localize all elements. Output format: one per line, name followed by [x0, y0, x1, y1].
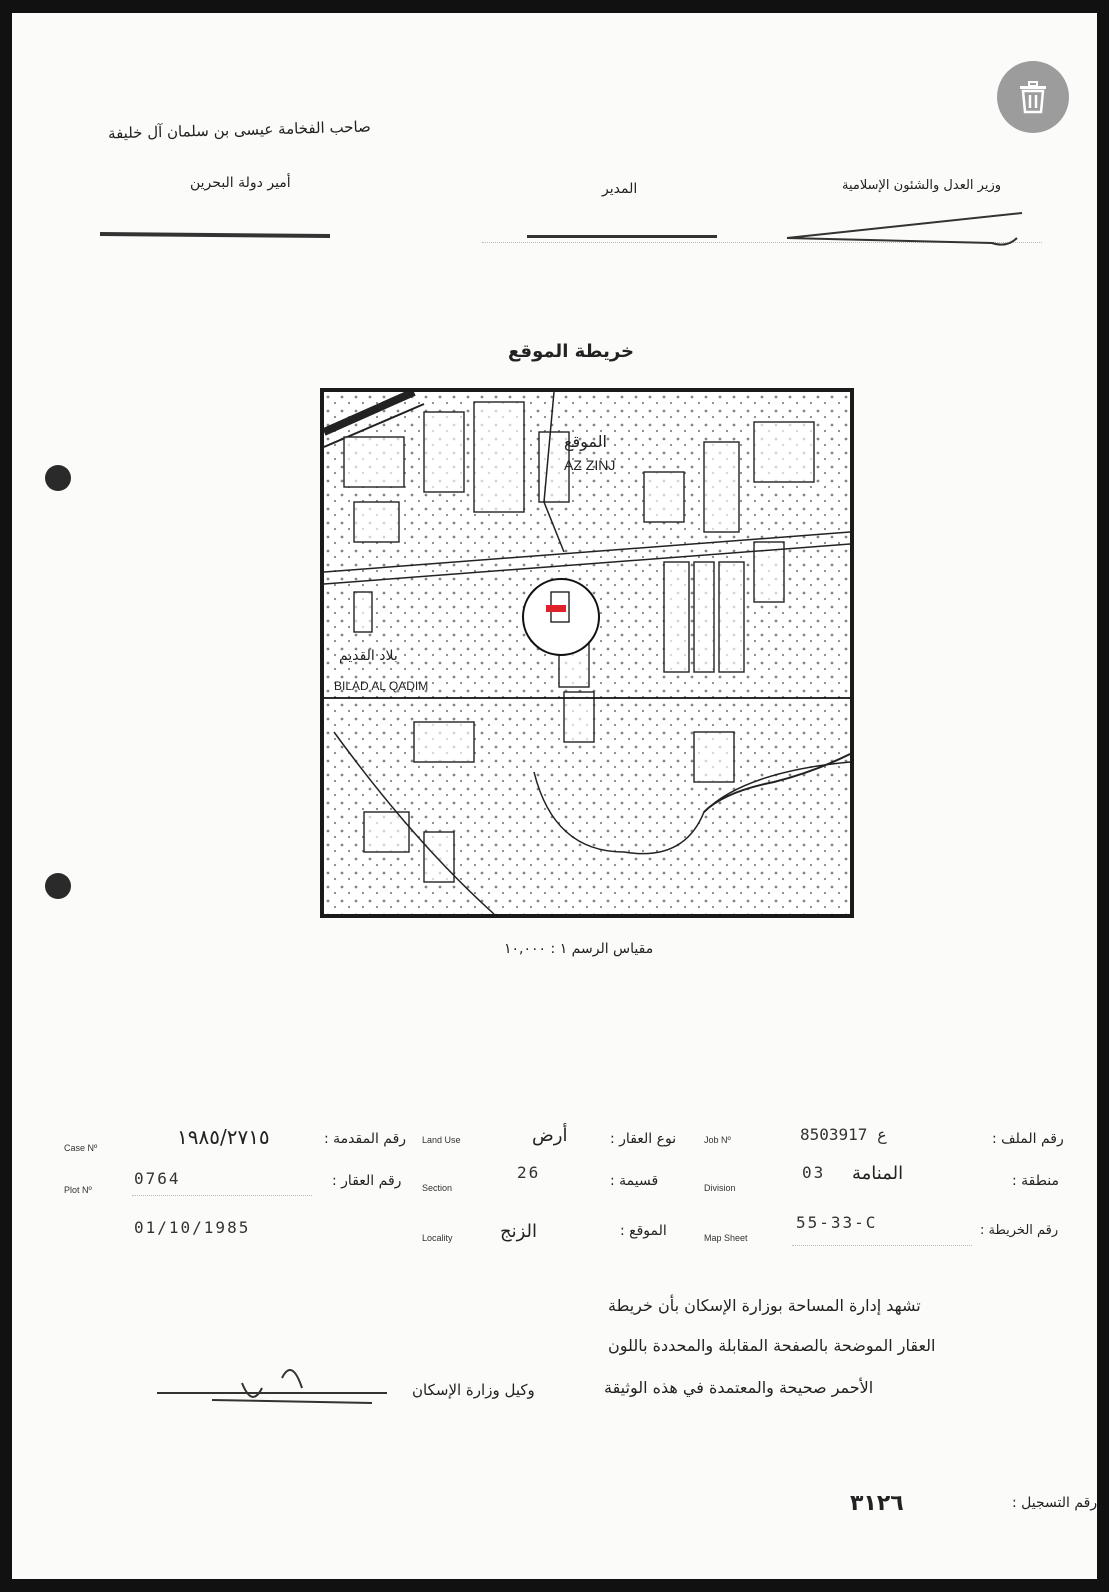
- director-signature: [527, 235, 717, 238]
- date-value: 01/10/1985: [134, 1218, 251, 1237]
- division-label: Division: [704, 1183, 736, 1193]
- location-value: الزنج: [500, 1221, 538, 1242]
- emir-signature: [100, 232, 330, 238]
- certification-line-3: الأحمر صحيحة والمعتمدة في هذه الوثيقة: [604, 1378, 874, 1397]
- map-sheet-label: Map Sheet: [704, 1233, 748, 1243]
- area-value: المنامة: [852, 1163, 904, 1184]
- field-dotted-line: [792, 1245, 972, 1246]
- map-title: خريطة الموقع: [508, 341, 635, 362]
- section-label: Section: [422, 1183, 453, 1193]
- qadim-en-label: BILAD AL QADIM: [334, 679, 429, 693]
- delete-button[interactable]: [997, 61, 1069, 133]
- document-page: [12, 13, 1097, 1579]
- location-label: الموقع :: [620, 1223, 667, 1239]
- certification-signer: وكيل وزارة الإسكان: [412, 1381, 535, 1399]
- registration-value: ٣١٢٦: [850, 1491, 904, 1516]
- minister-title: وزير العدل والشئون الإسلامية: [842, 178, 1002, 193]
- plot-no-label: Plot Nº: [64, 1185, 92, 1195]
- location-map: [320, 388, 854, 918]
- area-code: 03: [802, 1163, 826, 1182]
- map-drawing: [324, 392, 850, 914]
- file-no-value: 8503917 ع: [800, 1125, 887, 1144]
- field-dotted-line: [132, 1195, 312, 1196]
- file-no-label: رقم الملف :: [992, 1131, 1064, 1147]
- registration-label: رقم التسجيل :: [1012, 1495, 1097, 1511]
- director-title: المدير: [602, 181, 638, 197]
- map-scale: مقياس الرسم ١ : ١٠,٠٠٠: [504, 941, 654, 957]
- map-sheet-ar-label: رقم الخريطة :: [980, 1223, 1059, 1238]
- property-type-value: أرض: [532, 1125, 568, 1146]
- emir-title: أمير دولة البحرين: [190, 175, 291, 191]
- map-sheet-value: 55-33-C: [796, 1213, 878, 1232]
- certification-line-2: العقار الموضحة بالصفحة المقابلة والمحددة باللون: [608, 1336, 936, 1355]
- owner-line: صاحب الفخامة عيسى بن سلمان آل خليفة: [107, 117, 371, 143]
- azzinj-en-label: AZ ZINJ: [564, 457, 616, 473]
- block-label: قسيمة :: [610, 1173, 659, 1189]
- qadim-ar-label: بلاد القديم: [339, 648, 398, 664]
- azzinj-ar-label: الموقع: [564, 432, 607, 451]
- job-no-label: Job Nº: [704, 1135, 731, 1145]
- land-use-label: Land Use: [422, 1135, 461, 1145]
- locality-label: Locality: [422, 1233, 453, 1243]
- minister-signature: [782, 208, 1032, 278]
- block-value: 26: [517, 1163, 541, 1182]
- hole-punch: [45, 873, 71, 899]
- case-no-label: Case Nº: [64, 1143, 98, 1153]
- trash-icon: [1018, 80, 1048, 114]
- property-highlight: [546, 605, 566, 612]
- property-type-label: نوع العقار :: [610, 1131, 677, 1147]
- case-no-ar-label: رقم المقدمة :: [324, 1131, 407, 1147]
- plot-no-value: 0764: [134, 1169, 181, 1188]
- hole-punch: [45, 465, 71, 491]
- certification-line-1: تشهد إدارة المساحة بوزارة الإسكان بأن خريطة: [608, 1296, 921, 1315]
- area-label: منطقة :: [1012, 1173, 1059, 1189]
- case-no-value: ١٩٨٥/٢٧١٥: [177, 1125, 270, 1149]
- plot-no-ar-label: رقم العقار :: [332, 1173, 402, 1189]
- certification-signature: [152, 1358, 402, 1418]
